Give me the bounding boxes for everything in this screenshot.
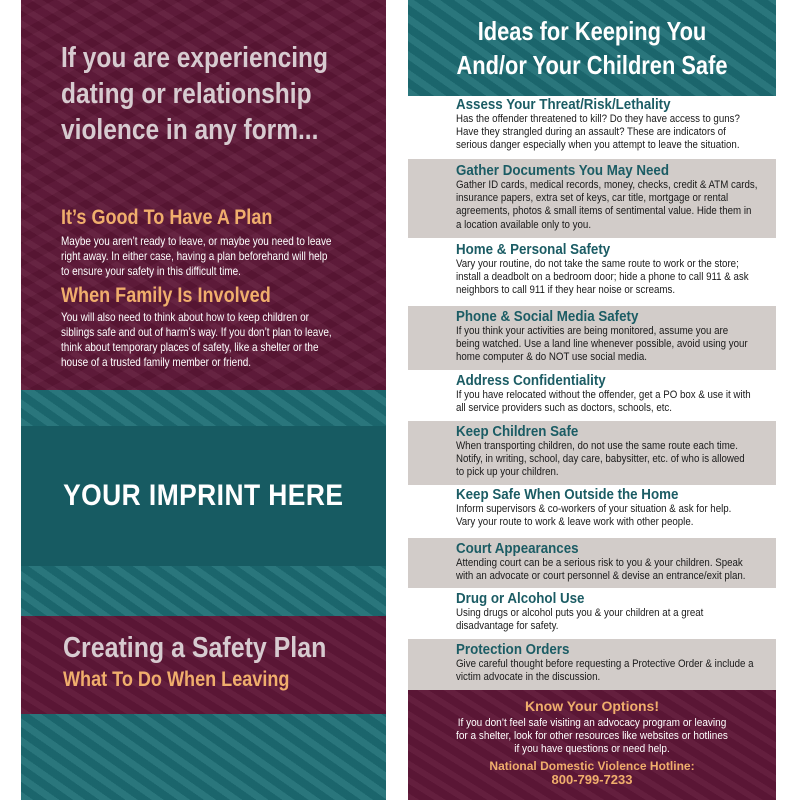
tip-line: neighbors to call 911 if they hear noise or screams. (456, 284, 676, 297)
tip-line: being watched. Use a land line whenever possible, avoid using your (456, 338, 748, 351)
tip-item (408, 243, 776, 305)
family-line: think about temporary places of safety, like a shelter or the (61, 341, 319, 354)
tip-line: Vary your route to work & leave work with other people. (456, 516, 694, 529)
tip-body (456, 258, 776, 298)
headline-line: If you are experiencing (61, 42, 328, 74)
tip-line: insurance papers, extra set of keys, car title, mortgage or rental (456, 192, 729, 205)
left-panel (21, 0, 386, 800)
left-headline (61, 40, 353, 148)
footer-line: If you don’t feel safe visiting an advocacy program or leaving (457, 717, 727, 729)
tip-item (408, 98, 776, 158)
imprint-area (21, 426, 386, 566)
family-line: siblings safe and out of harm’s way. If you don’t plan to leave, (61, 326, 332, 339)
right-panel (408, 0, 776, 800)
plan-heading: It’s Good To Have A Plan (61, 206, 273, 229)
tip-line: Using drugs or alcohol puts you & your children at a great (456, 607, 704, 619)
tip-heading: Court Appearances (456, 541, 579, 557)
right-header (408, 0, 776, 96)
tip-body (456, 179, 776, 232)
tip-line: home computer & do NOT use social media. (456, 351, 647, 364)
tip-item (408, 306, 776, 370)
tip-line: If you have relocated without the offender, get a PO box & use it with (456, 389, 751, 401)
tip-line: a location available only to you. (456, 218, 592, 231)
tip-item (408, 538, 776, 588)
tip-line: install a deadbolt on a bedroom door; hide a phone to call 911 & ask (456, 271, 749, 284)
right-title-line: Ideas for Keeping You (477, 16, 707, 46)
tip-line: victim advocate in the discussion. (456, 671, 601, 684)
family-line: house of a trusted family member or friend. (61, 356, 252, 369)
right-footer (408, 690, 776, 800)
safety-plan-title: Creating a Safety Plan (63, 632, 327, 664)
left-title-section (21, 616, 386, 714)
hotline-label: National Domestic Violence Hotline: (489, 759, 695, 773)
tip-line: Notify, in writing, school, day care, babysitter, etc. of who is allowed (456, 453, 745, 466)
tip-body (456, 607, 776, 633)
tip-line: Attending court can be a serious risk to you & your children. Speak (456, 557, 743, 569)
tip-item (408, 592, 776, 638)
tip-line: Have they strangled during an assault? These are indicators of (456, 126, 726, 139)
tip-heading: Protection Orders (456, 642, 570, 658)
tip-item (408, 488, 776, 536)
tip-body (456, 503, 776, 529)
tip-line: Vary your routine, do not take the same route to work or the store; (456, 258, 739, 270)
plan-body (61, 234, 386, 279)
tip-body (456, 658, 776, 684)
left-teal-footer (21, 714, 386, 800)
tip-item (408, 639, 776, 691)
tip-heading: Drug or Alcohol Use (456, 591, 585, 607)
tip-line: all service providers such as doctors, schools, etc. (456, 402, 672, 415)
tip-line: agreements, photos & small items of sentimental value. Hide them in (456, 205, 752, 218)
tip-line: Give careful thought before requesting a Protective Order & include a (456, 658, 754, 670)
family-body (61, 310, 386, 370)
headline-line: dating or relationship (61, 78, 312, 110)
tip-line: Inform supervisors & co-workers of your situation & ask for help. (456, 503, 732, 515)
left-teal-band (21, 390, 386, 426)
tip-body (456, 113, 776, 153)
tip-heading: Assess Your Threat/Risk/Lethality (456, 97, 671, 113)
safety-plan-subtitle: What To Do When Leaving (63, 668, 290, 691)
plan-line: Maybe you aren’t ready to leave, or maybe you need to leave (61, 235, 332, 248)
footer-line: if you have questions or need help. (514, 743, 670, 755)
tip-body (456, 440, 776, 480)
tip-body (456, 557, 776, 583)
tip-line: Has the offender threatened to kill? Do they have access to guns? (456, 113, 740, 125)
tip-line: When transporting children, do not use the same route each time. (456, 440, 738, 452)
tip-line: Gather ID cards, medical records, money, checks, credit & ATM cards, (456, 179, 758, 191)
tip-heading: Address Confidentiality (456, 373, 606, 389)
tip-heading: Gather Documents You May Need (456, 163, 670, 179)
tip-heading: Keep Children Safe (456, 424, 579, 440)
tip-item (408, 159, 776, 238)
tip-body (456, 389, 776, 415)
family-heading: When Family Is Involved (61, 284, 271, 307)
tip-heading: Home & Personal Safety (456, 242, 611, 258)
tip-item (408, 374, 776, 420)
tip-line: disadvantage for safety. (456, 620, 559, 633)
left-teal-band-lower (21, 566, 386, 616)
tip-item (408, 421, 776, 485)
plan-line: to ensure your safety in this difficult time. (61, 265, 241, 278)
family-line: You will also need to think about how to keep children or (61, 311, 309, 324)
footer-line: for a shelter, look for other resources like websites or hotlines (456, 730, 728, 742)
tip-heading: Keep Safe When Outside the Home (456, 487, 679, 503)
footer-body (430, 717, 754, 756)
right-title-line: And/or Your Children Safe (456, 50, 728, 80)
tip-line: If you think your activities are being monitored, assume you are (456, 325, 729, 337)
tip-line: serious danger especially when you attempt to leave the situation. (456, 139, 740, 152)
headline-line: violence in any form... (61, 114, 319, 146)
footer-heading: Know Your Options! (524, 698, 660, 714)
tip-line: with an advocate or court personnel & devise an entrance/exit plan. (456, 570, 746, 583)
tip-heading: Phone & Social Media Safety (456, 309, 639, 325)
tip-line: to pick up your children. (456, 466, 559, 479)
tip-body (456, 325, 776, 365)
plan-line: right away. In either case, having a plan beforehand will help (61, 250, 328, 263)
imprint-text: YOUR IMPRINT HERE (63, 479, 344, 512)
hotline-number: 800-799-7233 (551, 772, 633, 787)
